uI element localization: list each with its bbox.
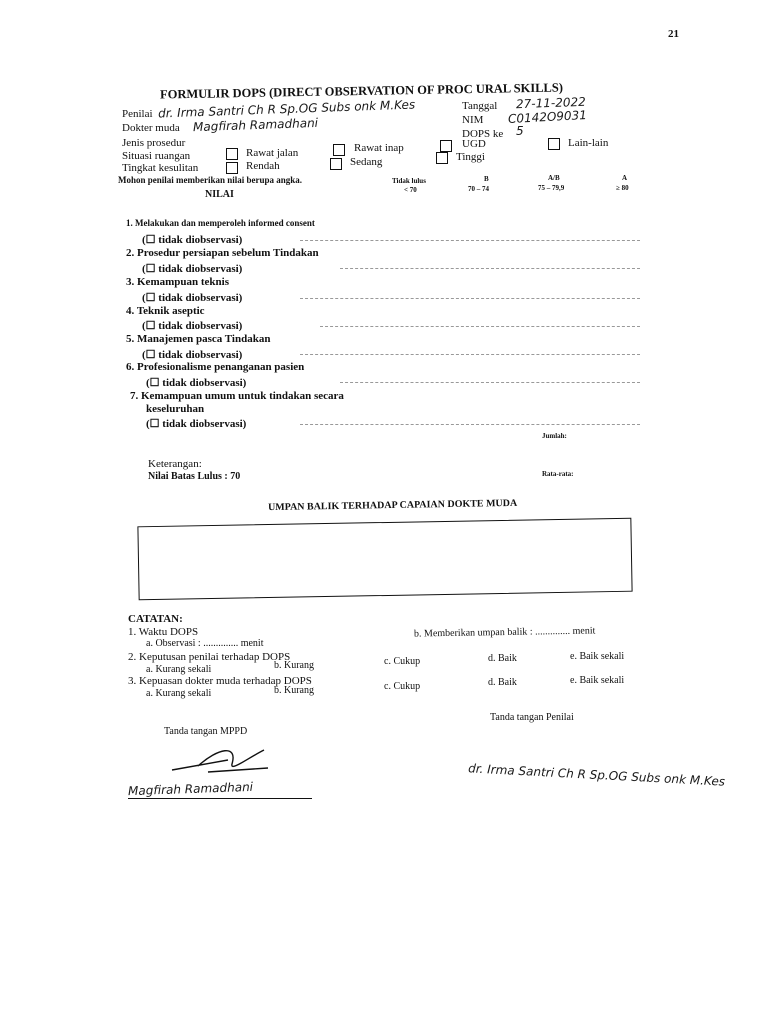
kepuasan-kurang: b. Kurang (274, 685, 314, 696)
score-line (320, 326, 640, 327)
checkbox-ugd[interactable] (440, 140, 452, 152)
item-5-not-observed: (☐ tidak diobservasi) (142, 349, 243, 361)
kepuasan-kurang-sekali: a. Kurang sekali (146, 688, 212, 699)
item-6: 6. Profesionalisme penanganan pasien (126, 361, 305, 373)
dops-value: 5 (516, 124, 524, 138)
keputusan-label: 2. Keputusan penilai terhadap DOPS (128, 651, 291, 663)
penilai-label: Penilai (122, 108, 153, 120)
kepuasan-baik: d. Baik (488, 677, 517, 688)
item-4: 4. Teknik aseptic (126, 305, 205, 317)
keputusan-cukup: c. Cukup (384, 656, 421, 667)
keputusan-kurang-sekali: a. Kurang sekali (146, 664, 212, 675)
item-1: 1. Melakukan dan memperoleh informed consent (126, 218, 315, 228)
dops-label: DOPS ke (462, 128, 504, 140)
rata-rata-label: Rata-rata: (542, 470, 574, 478)
col-a-top: A (622, 174, 628, 182)
option-tinggi: Tinggi (456, 151, 485, 163)
item-3-not-observed: (☐ tidak diobservasi) (142, 292, 243, 304)
option-rawat-inap: Rawat inap (354, 142, 404, 154)
tanggal-label: Tanggal (462, 100, 498, 112)
option-rawat-jalan: Rawat jalan (246, 147, 299, 159)
score-line (300, 354, 640, 355)
col-b-bottom: 70 – 74 (468, 185, 489, 193)
checkbox-rawat-jalan[interactable] (226, 148, 238, 160)
col-tidak-lulus-bottom: < 70 (404, 186, 417, 194)
signature-scribble (168, 738, 278, 778)
jenis-prosedur-label: Jenis prosedur (122, 137, 186, 149)
option-lain-lain: Lain-lain (568, 137, 609, 149)
item-2: 2. Prosedur persiapan sebelum Tindakan (126, 247, 319, 259)
form-title: FORMULIR DOPS (DIRECT OBSERVATION OF PROC URAL SKILLS) (159, 80, 564, 102)
kepuasan-cukup: c. Cukup (384, 681, 421, 692)
score-line (300, 298, 640, 299)
keterangan-label: Keterangan: (148, 458, 202, 470)
item-6-not-observed: (☐ tidak diobservasi) (146, 377, 247, 389)
instruction: Mohon penilai memberikan nilai berupa angka. (118, 175, 303, 185)
checkbox-rendah[interactable] (226, 162, 238, 174)
keputusan-kurang: b. Kurang (274, 660, 314, 671)
checkbox-tinggi[interactable] (436, 152, 448, 164)
item-3: 3. Kemampuan teknis (126, 276, 229, 288)
signature-line-left (128, 798, 312, 799)
item-7-not-observed: (☐ tidak diobservasi) (146, 418, 247, 430)
item-4-not-observed: (☐ tidak diobservasi) (142, 320, 243, 332)
situasi-label: Situasi ruangan (122, 150, 191, 162)
item-1-not-observed: (☐ tidak diobservasi) (142, 234, 243, 246)
option-ugd: UGD (462, 138, 486, 150)
score-line (300, 424, 640, 425)
jumlah-label: Jumlah: (542, 432, 567, 440)
keputusan-baik: d. Baik (488, 653, 517, 664)
dokter-value: Magfirah Ramadhani (192, 115, 319, 135)
col-a-bottom: ≥ 80 (616, 184, 629, 192)
checkbox-sedang[interactable] (330, 158, 342, 170)
kepuasan-label: 3. Kepuasan dokter muda terhadap DOPS (128, 675, 312, 687)
feedback-box[interactable] (137, 518, 632, 601)
item-5: 5. Manajemen pasca Tindakan (126, 333, 271, 345)
waktu-dops: 1. Waktu DOPS (128, 626, 199, 638)
col-ab-top: A/B (548, 174, 560, 182)
keputusan-baik-sekali: e. Baik sekali (570, 651, 625, 662)
option-sedang: Sedang (350, 156, 383, 168)
col-b-top: B (484, 175, 489, 183)
signature-name-right: dr. Irma Santri Ch R Sp.OG Subs onk M.Kes (467, 761, 726, 789)
nim-label: NIM (462, 114, 484, 126)
observasi-time: a. Observasi : .............. menit (146, 638, 264, 649)
checkbox-rawat-inap[interactable] (333, 144, 345, 156)
page-number: 21 (668, 28, 679, 40)
col-ab-bottom: 75 – 79,9 (538, 184, 565, 192)
dokter-label: Dokter muda (122, 122, 180, 134)
tingkat-label: Tingkat kesulitan (122, 162, 199, 174)
catatan-title: CATATAN: (128, 613, 183, 625)
score-line (340, 268, 640, 269)
nilai-label: NILAI (205, 189, 234, 200)
nim-value: C0142O9031 (507, 107, 588, 127)
option-rendah: Rendah (246, 160, 280, 172)
penilai-value: dr. Irma Santri Ch R Sp.OG Subs onk M.Kes (157, 97, 416, 121)
col-tidak-lulus-top: Tidak lulus (392, 177, 426, 185)
nilai-batas-lulus: Nilai Batas Lulus : 70 (148, 471, 241, 482)
score-line (300, 240, 640, 241)
signature-label-mppd: Tanda tangan MPPD (164, 726, 248, 737)
checkbox-lain-lain[interactable] (548, 138, 560, 150)
item-7-label-cont: keseluruhan (146, 403, 205, 415)
umpan-balik-title: UMPAN BALIK TERHADAP CAPAIAN DOKTE MUDA (267, 497, 518, 514)
umpan-balik-time: b. Memberikan umpan balik : .............. menit (413, 625, 596, 640)
item-7: 7. Kemampuan umum untuk tindakan secara (130, 390, 344, 402)
item-2-not-observed: (☐ tidak diobservasi) (142, 263, 243, 275)
tanggal-value: 27-11-2022 (515, 94, 586, 112)
score-line (340, 382, 640, 383)
signature-name-left: Magfirah Ramadhani (127, 779, 254, 799)
signature-label-penilai: Tanda tangan Penilai (490, 712, 574, 723)
kepuasan-baik-sekali: e. Baik sekali (570, 675, 625, 686)
